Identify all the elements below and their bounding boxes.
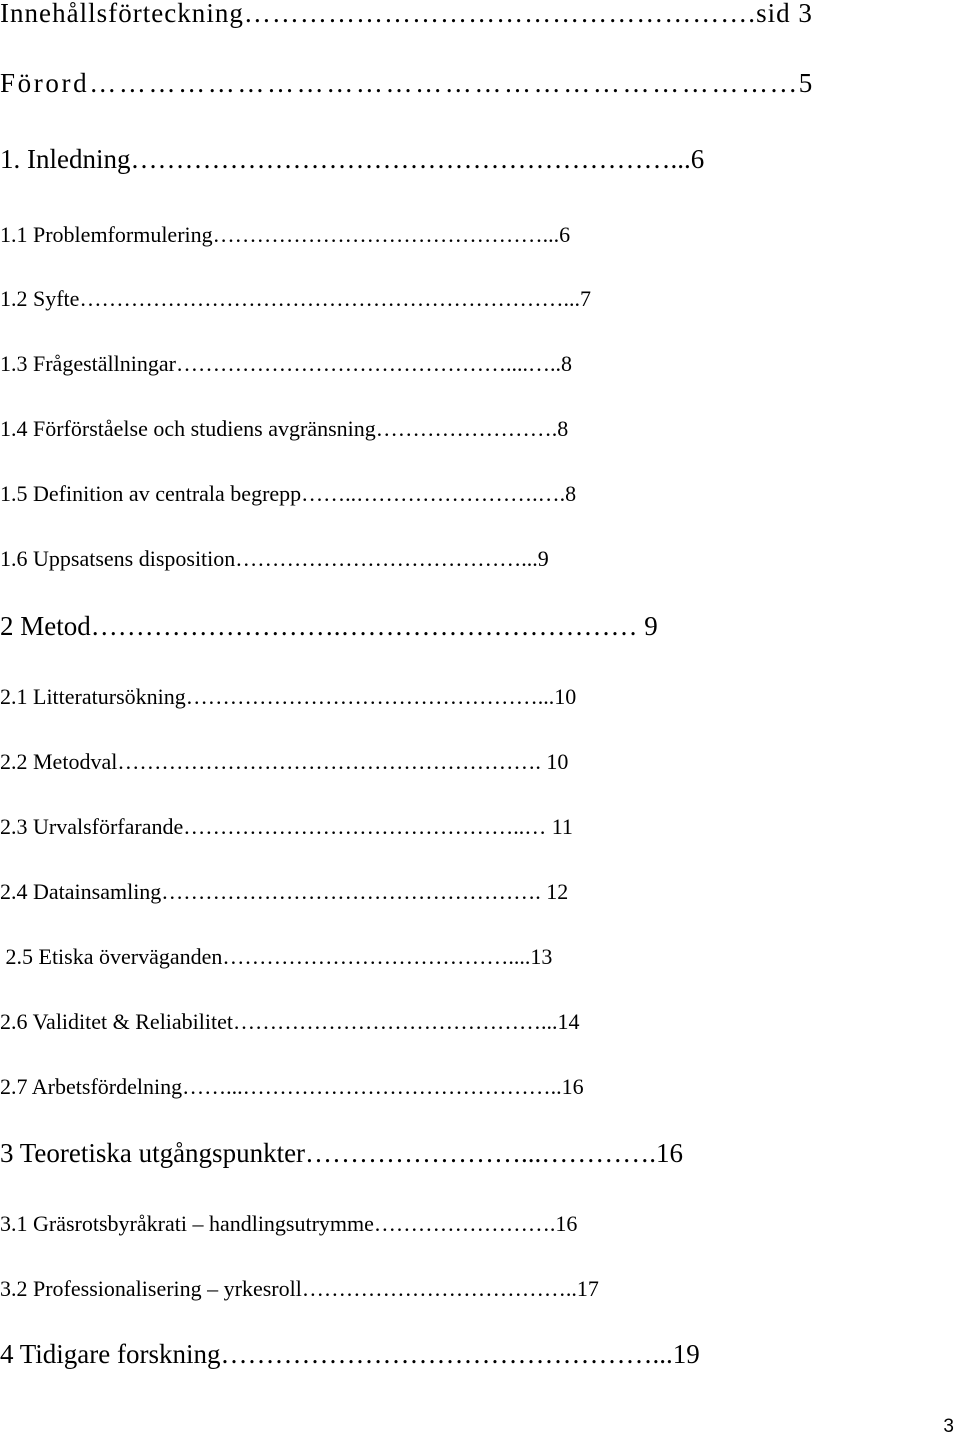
toc-heading: Innehållsförteckning……………………………………………….sid 3 xyxy=(0,0,813,28)
toc-section-entry: 1.2 Syfte…………………………………………………………...7 xyxy=(0,286,591,311)
toc-section-entry: 1.3 Frågeställningar………………………………………....…..8 xyxy=(0,351,572,376)
toc-section-entry: 1.1 Problemformulering………………………………………...6 xyxy=(0,222,571,247)
toc-section-entry: 3.2 Professionalisering – yrkesroll………………………………..17 xyxy=(0,1276,599,1301)
toc-section-entry: 1.4 Förförståelse och studiens avgränsning…………………….8 xyxy=(0,416,569,441)
toc-section-entry: 2.7 Arbetsfördelning……...……………………………………..16 xyxy=(0,1074,584,1099)
page-number: 3 xyxy=(943,1416,954,1437)
toc-chapter-entry: 2 Metod……………………….…………………………… 9 xyxy=(0,611,658,641)
toc-chapter-entry: 4 Tidigare forskning…………………………………………...19 xyxy=(0,1339,700,1369)
toc-chapter-entry: 1. Inledning……………………………………………………...6 xyxy=(0,144,705,174)
toc-section-entry: 2.4 Datainsamling……………………………………………. 12 xyxy=(0,879,569,904)
toc-section-entry: 2.2 Metodval…………………………………………………. 10 xyxy=(0,749,569,774)
toc-section-entry: 2.6 Validitet & Reliabilitet……………………………………...14 xyxy=(0,1009,580,1034)
toc-chapter-entry: 3 Teoretiska utgångspunkter……………………...………….16 xyxy=(0,1138,684,1168)
toc-section-entry: 2.5 Etiska överväganden…………………………………....13 xyxy=(0,944,553,969)
toc-section-entry: 1.6 Uppsatsens disposition…………………………………...9 xyxy=(0,546,549,571)
toc-section-entry: 2.1 Litteratursökning…………………………………………...10 xyxy=(0,684,577,709)
toc-section-entry: 2.3 Urvalsförfarande………………………………………..… 11 xyxy=(0,814,573,839)
toc-chapter-entry: Förord……………………………………………………………...5 xyxy=(0,68,815,98)
toc-section-entry: 3.1 Gräsrotsbyråkrati – handlingsutrymme…………………….16 xyxy=(0,1211,578,1236)
toc-section-entry: 1.5 Definition av centrala begrepp……..…………………….….8 xyxy=(0,481,577,506)
